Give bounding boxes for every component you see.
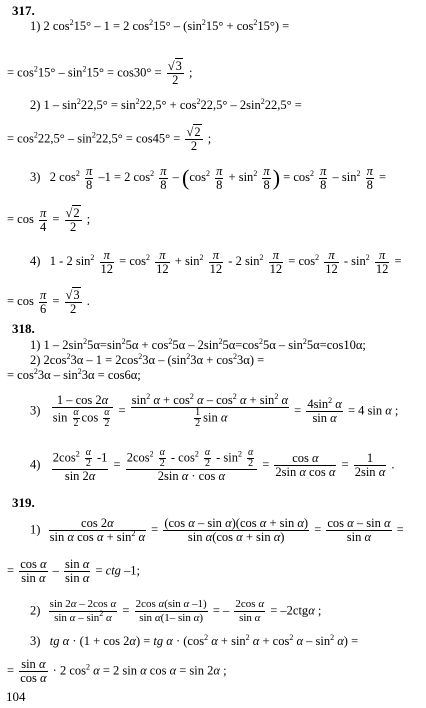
line-319-3: 3) tg α · (1 + cos 2α) = tg $\alpha \cdot (\cos^2$ $\alpha + \sin^2 \alpha + \cos^2 \alpha - \sin^2 \alpha$) = [30, 633, 359, 648]
line-319-2: 2) $\frac{\text{sin 2α – 2cos α}}{\sin \alpha - \sin^2 \alpha}$ = $\frac{\text{2cos α(sin α –1)}}{\text{sin α(1– sin α)}}$ = – $\frac{\text{2cos α}}{\text{sin α}}$ = –2ctgα ; [30, 598, 322, 624]
page-number: 104 [6, 689, 26, 704]
line-319-1: 1) $\frac{\cos 2\alpha}{\sin \alpha \cos \alpha + \sin^2 \alpha}$ = $\frac{\text{(cos α – sin α)(cos α + sin α)}}{\text{sin α(cos α + sin α)}}$ = $\frac{\text{cos α – sin α}}{\text{sin α}}$ = [30, 516, 404, 544]
line-318-1: 1) $1 - 2\sin^25\alpha=\sin^25\alpha + \cos^25\alpha - 2\sin^25\alpha=\cos^25\alpha - \sin^25\alpha=\cos 10\alpha$; [30, 337, 366, 352]
section-heading-319: 319. [12, 495, 35, 510]
line-317-4: 4) 1 - 2 $\sin^2$ $\frac{\pi}{12}$ = $\cos^2$ $\frac{\pi}{12}$ + $\sin^2$ $\frac{\pi}{12}$ - 2 $\sin^2$ $\frac{\pi}{12}$ = $\cos^2$ $\frac{\pi}{12}$ - $\sin^2$ $\frac{\pi}{12}$ = [30, 248, 402, 276]
line-317-2a: 2) $1 - \sin^222,5^\circ = \sin^222,5^\circ + \cos^222,5^\circ - 2\sin^222,5^\circ$ = [30, 97, 302, 112]
line-317-1a: 1) 2 $\cos^215^\circ - 1 = 2$ $\cos^215^\circ - (\sin^215^\circ + \cos^215^\circ)$ = [30, 18, 290, 33]
line-317-4b: = cos $\frac{\pi}{6}$ = $\frac{√3}{2}$ . [7, 287, 90, 316]
line-317-3: 3) 2 $\cos^2$ $\frac{\pi}{8}$ –1 = 2 $\cos^2$ $\frac{\pi}{8}$ – ($\cos^2$ $\frac{\pi}{8}$ + $\sin^2$ $\frac{\pi}{8}$ ) = $\cos^2$ $\frac{\pi}{8}$ – $\sin^2$ $\frac{\pi}{8}$ = [30, 164, 387, 192]
line-317-2b: = $\cos^222,5^\circ - \sin^222,5^\circ = \cos 45^\circ$ = $\frac{√2}{2}$ ; [7, 125, 212, 153]
line-318-2b: = $\cos^23\alpha - \sin^23\alpha = \cos 6\alpha$; [7, 367, 141, 382]
section-heading-318: 318. [12, 321, 35, 336]
line-318-4: 4) $2\cos^2$ $\frac{\alpha}{2}$ -1 sin 2α = $2\cos^2$ $\frac{\alpha}{2}$ - $\cos^2$ $\frac{\alpha}{2}$ - $\sin^2$ $\frac{\alpha}{2}$ 2sin α · cos α = $\frac{\text{cos α}}{\text{2sin α cos α}}$ = $\frac{1}{\text{2sin α}}$ . [30, 447, 395, 483]
line-317-3b: = cos $\frac{\pi}{4}$ = $\frac{√2}{2}$ ; [7, 205, 91, 234]
line-318-2a: 2) $2\cos^23\alpha - 1 = 2\cos^23\alpha - (\sin^23\alpha + \cos^23\alpha)$ = [30, 352, 265, 367]
line-319-1b: = $\frac{\text{cos α}}{\text{sin α}}$ – $\frac{\text{sin α}}{\text{sin α}}$ = ctg –1; [7, 557, 141, 585]
section-heading-317: 317. [12, 3, 35, 18]
line-317-1b: = $\cos^215^\circ - \sin^215^\circ = \cos 30^\circ$ = $\frac{√3}{2}$ ; [7, 59, 193, 87]
line-319-3b: = $\frac{\text{sin α}}{\text{cos α}}$ · 2 $\cos^2 \alpha = 2$ sin α cos α = sin 2α ; [7, 657, 227, 685]
line-318-3: 3) 1 – cos 2α sin $\frac{\alpha}{2}$ cos $\frac{\alpha}{2}$ = $\sin^2 \alpha + \cos^2 \alpha - \cos^2 \alpha + \sin^2 \alpha$ $\frac{1}{2}$ sin α = $\frac{4\sin^2 \alpha}{\text{sin α}}$ = 4 sin α ; [30, 392, 399, 429]
